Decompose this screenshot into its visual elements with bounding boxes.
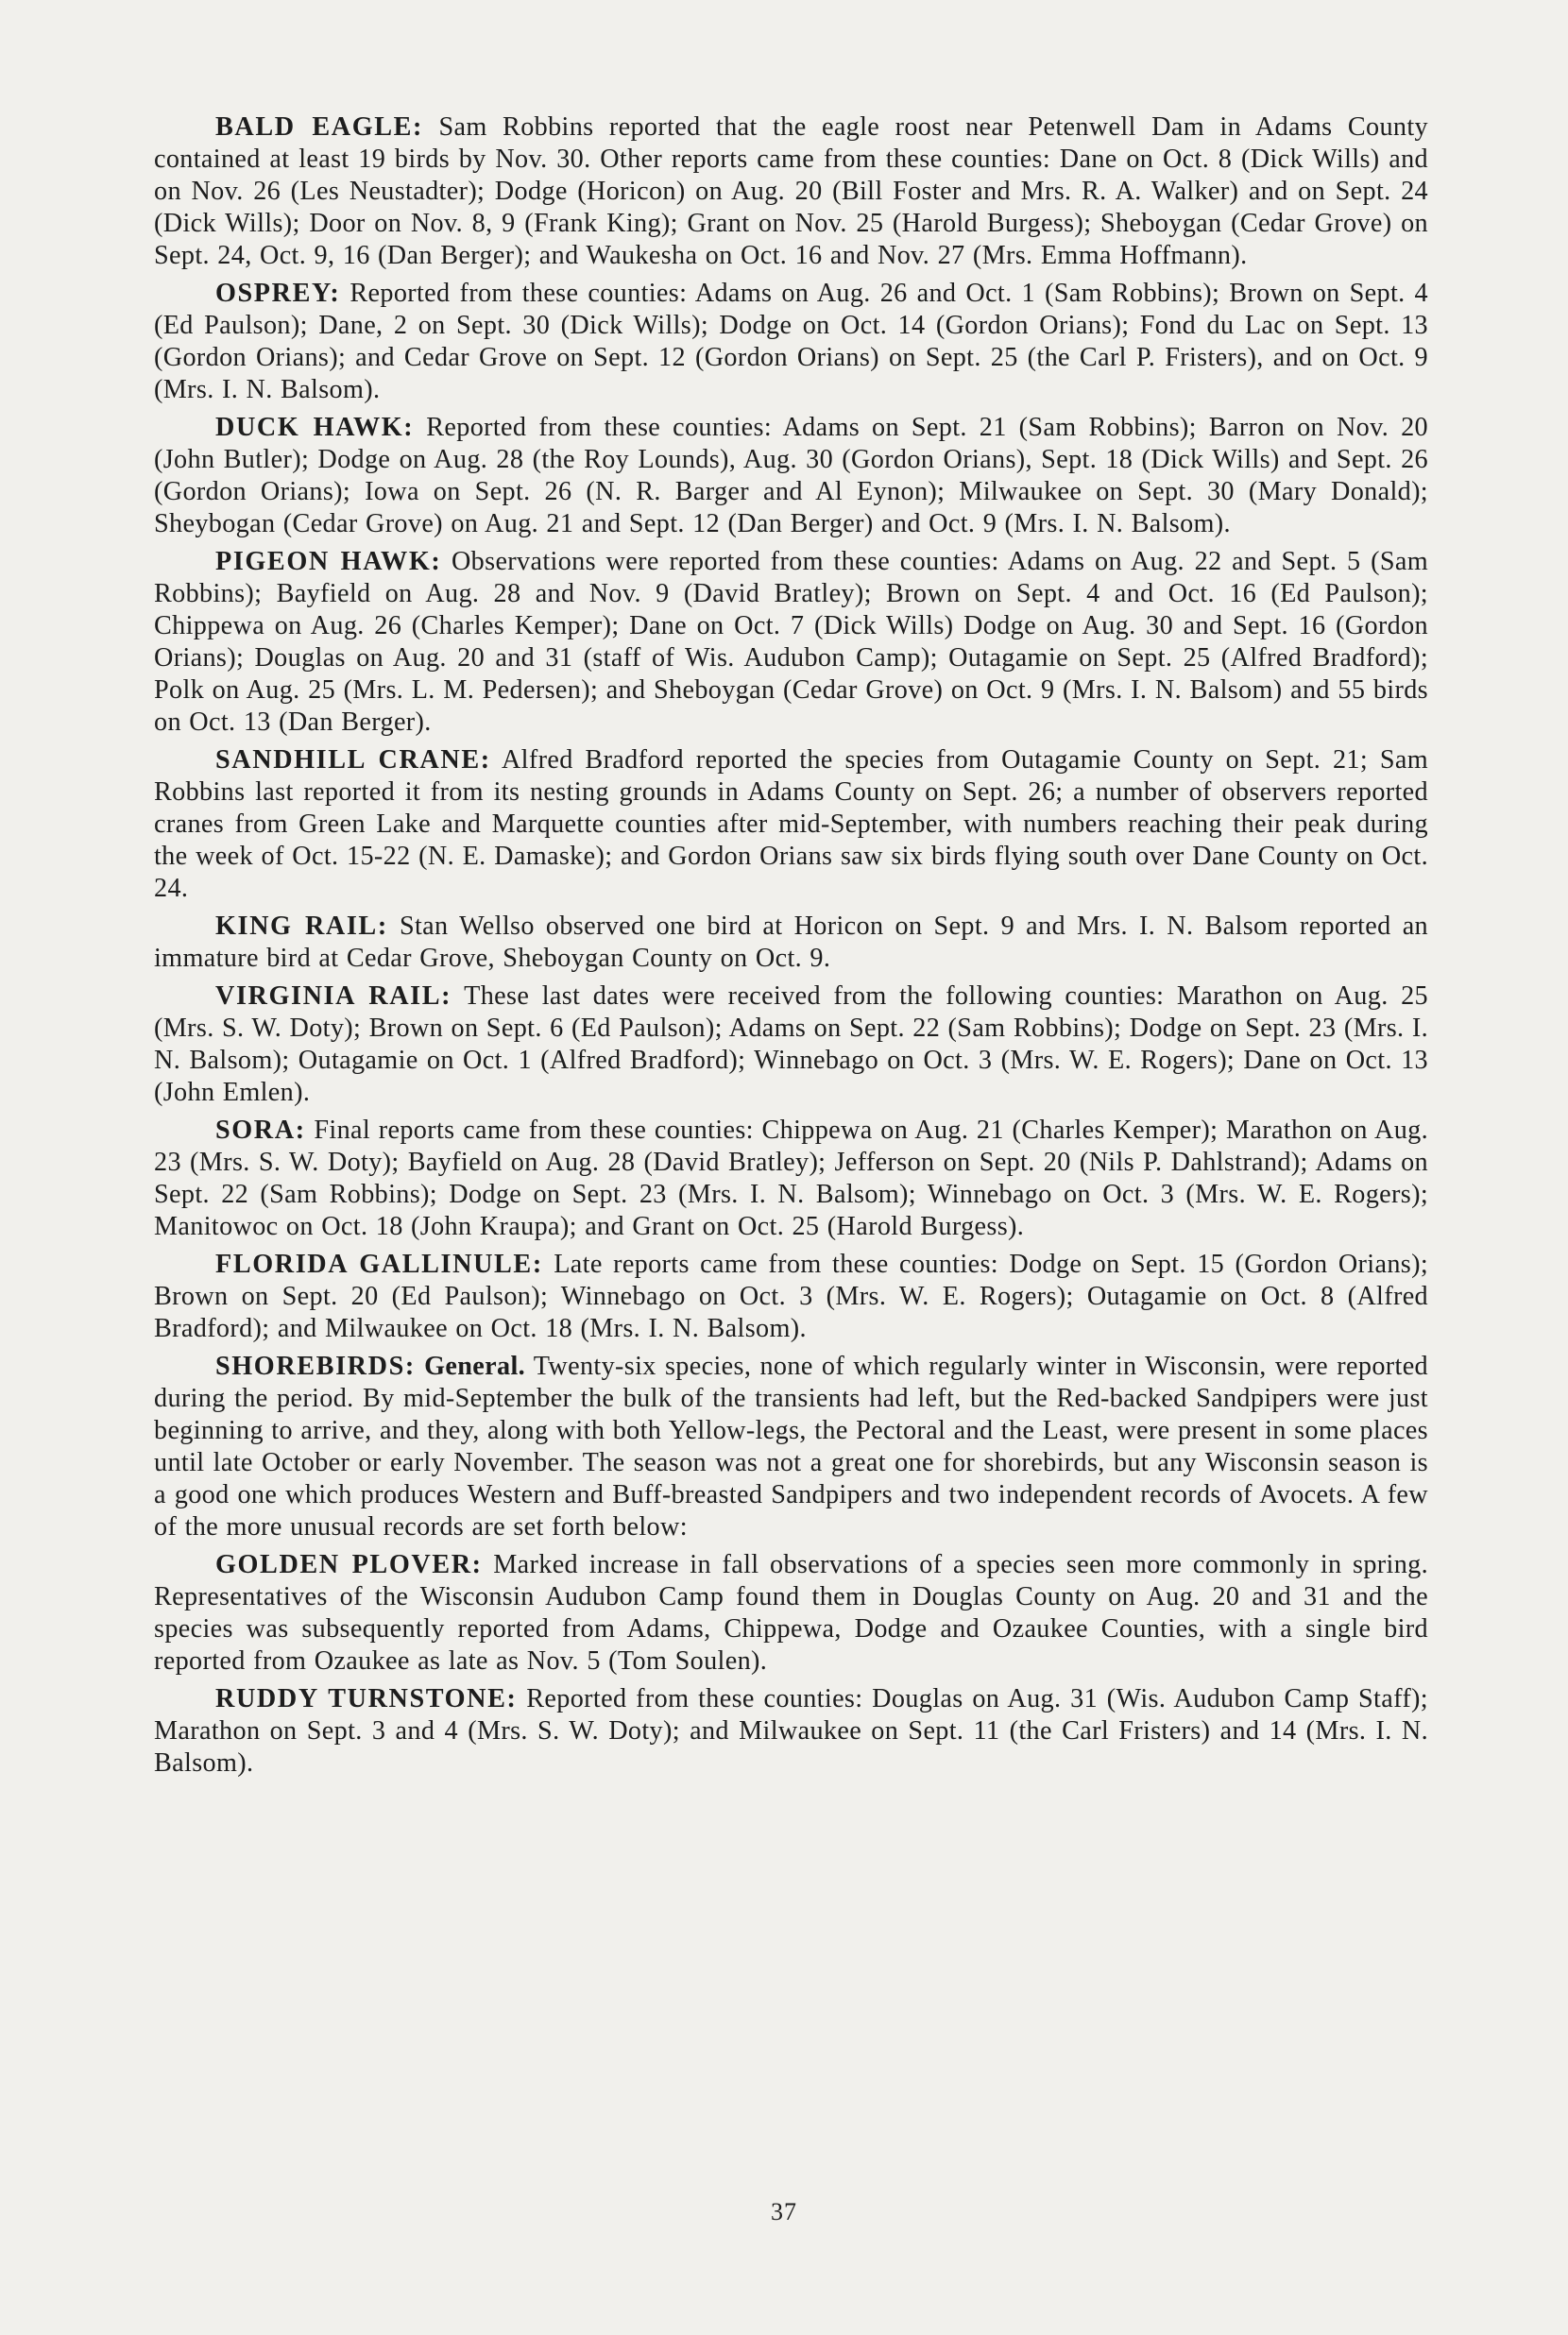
- species-heading: SORA:: [215, 1116, 306, 1145]
- species-heading: DUCK HAWK:: [215, 413, 415, 442]
- entry-pigeon-hawk: [154, 546, 1428, 739]
- species-heading: SHOREBIRDS:: [215, 1352, 416, 1381]
- entry-osprey: [154, 278, 1428, 406]
- entry-florida-gallinule: [154, 1249, 1428, 1345]
- entry-virginia-rail: [154, 980, 1428, 1109]
- species-heading: VIRGINIA RAIL:: [215, 981, 452, 1011]
- entry-text: Stan Wellso observed one bird at Horicon on Sept. 9 and Mrs. I. N. Balsom reported an immature bird at Cedar Grove, Sheboygan County on Oct. 9.: [154, 912, 1429, 973]
- entry-text: Final reports came from these counties: Chippewa on Aug. 21 (Charles Kemper); Marathon on Aug. 23 (Mrs. S. W. Doty); Bayfield on Aug. 28 (David Bratley); Jefferson on Sept. 20 (Nils P. Dahlstrand); Adams on Sept. 22 (Sam Robbins); Dodge on Sept. 23 (Mrs. I. N. Balsom); Winnebago on Oct. 3 (Mrs. W. E. Rogers); Manitowoc on Oct. 18 (John Kraupa); and Grant on Oct. 25 (Harold Burgess).: [154, 1116, 1428, 1241]
- entry-text: Reported from these counties: Douglas on Aug. 31 (Wis. Audubon Camp Staff); Marathon on Sept. 3 and 4 (Mrs. S. W. Doty); and Milwaukee on Sept. 11 (the Carl Fristers) and 14 (Mrs. I. N. Balsom).: [154, 1684, 1428, 1778]
- entry-text: Observations were reported from these counties: Adams on Aug. 22 and Sept. 5 (Sam Robbins); Bayfield on Aug. 28 and Nov. 9 (David Bratley); Brown on Sept. 4 and Oct. 16 (Ed Paulson); Chippewa on Aug. 26 (Charles Kemper); Dane on Oct. 7 (Dick Wills) Dodge on Aug. 30 and Sept. 16 (Gordon Orians); Douglas on Aug. 20 and 31 (staff of Wis. Audubon Camp); Outagamie on Sept. 25 (Alfred Bradford); Polk on Aug. 25 (Mrs. L. M. Pedersen); and Sheboygan (Cedar Grove) on Oct. 9 (Mrs. I. N. Balsom) and 55 birds on Oct. 13 (Dan Berger).: [154, 547, 1428, 737]
- species-heading: BALD EAGLE:: [215, 112, 424, 142]
- species-heading: SANDHILL CRANE:: [215, 745, 491, 775]
- entry-golden-plover: [154, 1549, 1428, 1678]
- entry-sandhill-crane: [154, 744, 1428, 905]
- entry-shorebirds: [154, 1351, 1428, 1543]
- entry-ruddy-turnstone: [154, 1683, 1428, 1780]
- species-heading: PIGEON HAWK:: [215, 547, 442, 576]
- article-body: [154, 111, 1428, 1780]
- species-heading: FLORIDA GALLINULE:: [215, 1250, 543, 1279]
- entry-text: Reported from these counties: Adams on Aug. 26 and Oct. 1 (Sam Robbins); Brown on Sept. 4 (Ed Paulson); Dane, 2 on Sept. 30 (Dick Wills); Dodge on Oct. 14 (Gordon Orians); Fond du Lac on Sept. 13 (Gordon Orians); and Cedar Grove on Sept. 12 (Gordon Orians) on Sept. 25 (the Carl P. Fristers), and on Oct. 9 (Mrs. I. N. Balsom).: [154, 279, 1428, 404]
- entry-king-rail: [154, 911, 1428, 975]
- entry-text: Late reports came from these counties: Dodge on Sept. 15 (Gordon Orians); Brown on Sept. 20 (Ed Paulson); Winnebago on Oct. 3 (Mrs. W. E. Rogers); Outagamie on Oct. 8 (Alfred Bradford); and Milwaukee on Oct. 18 (Mrs. I. N. Balsom).: [154, 1250, 1428, 1343]
- species-heading: OSPREY:: [215, 279, 341, 308]
- page-number: 37: [771, 2198, 797, 2225]
- entry-text: Alfred Bradford reported the species from Outagamie County on Sept. 21; Sam Robbins last reported it from its nesting grounds in Adams County on Sept. 26; a number of observers reported cranes from Green Lake and Marquette counties after mid-September, with numbers reaching their peak during the week of Oct. 15-22 (N. E. Damaske); and Gordon Orians saw six birds flying south over Dane County on Oct. 24.: [154, 745, 1428, 903]
- entry-text: Marked increase in fall observations of a species seen more commonly in spring. Representatives of the Wisconsin Audubon Camp found them in Douglas County on Aug. 20 and 31 and the species was subsequently reported from Adams, Chippewa, Dodge and Ozaukee Counties, with a single bird reported from Ozaukee as late as Nov. 5 (Tom Soulen).: [154, 1550, 1428, 1676]
- species-heading: RUDDY TURNSTONE:: [215, 1684, 518, 1713]
- entry-text: These last dates were received from the following counties: Marathon on Aug. 25 (Mrs. S. W. Doty); Brown on Sept. 6 (Ed Paulson); Adams on Sept. 22 (Sam Robbins); Dodge on Sept. 23 (Mrs. I. N. Balsom); Outagamie on Oct. 1 (Alfred Bradford); Winnebago on Oct. 3 (Mrs. W. E. Rogers); Dane on Oct. 13 (John Emlen).: [154, 981, 1428, 1107]
- entry-sora: [154, 1115, 1428, 1243]
- entry-text: Sam Robbins reported that the eagle roost near Petenwell Dam in Adams County contained at least 19 birds by Nov. 30. Other reports came from these counties: Dane on Oct. 8 (Dick Wills) and on Nov. 26 (Les Neustadter); Dodge (Horicon) on Aug. 20 (Bill Foster and Mrs. R. A. Walker) and on Sept. 24 (Dick Wills); Door on Nov. 8, 9 (Frank King); Grant on Nov. 25 (Harold Burgess); Sheboygan (Cedar Grove) on Sept. 24, Oct. 9, 16 (Dan Berger); and Waukesha on Oct. 16 and Nov. 27 (Mrs. Emma Hoffmann).: [154, 112, 1428, 270]
- entry-bald-eagle: [154, 111, 1428, 272]
- entry-text: Twenty-six species, none of which regularly winter in Wisconsin, were reported during the period. By mid-September the bulk of the transients had left, but the Red-backed Sandpipers were just beginning to arrive, and they, along with both Yellow-legs, the Pectoral and the Least, were present in some places until late October or early November. The season was not a great one for shorebirds, but any Wisconsin season is a good one which produces Western and Buff-breasted Sandpipers and two independent records of Avocets. A few of the more unusual records are set forth below:: [154, 1352, 1428, 1542]
- entry-subheading: General.: [424, 1352, 526, 1381]
- entry-duck-hawk: [154, 412, 1428, 540]
- entry-text: Reported from these counties: Adams on Sept. 21 (Sam Robbins); Barron on Nov. 20 (John Butler); Dodge on Aug. 28 (the Roy Lounds), Aug. 30 (Gordon Orians), Sept. 18 (Dick Wills) and Sept. 26 (Gordon Orians); Iowa on Sept. 26 (N. R. Barger and Al Eynon); Milwaukee on Sept. 30 (Mary Donald); Sheybogan (Cedar Grove) on Aug. 21 and Sept. 12 (Dan Berger) and Oct. 9 (Mrs. I. N. Balsom).: [154, 413, 1428, 538]
- species-heading: GOLDEN PLOVER:: [215, 1550, 483, 1579]
- species-heading: KING RAIL:: [215, 912, 388, 941]
